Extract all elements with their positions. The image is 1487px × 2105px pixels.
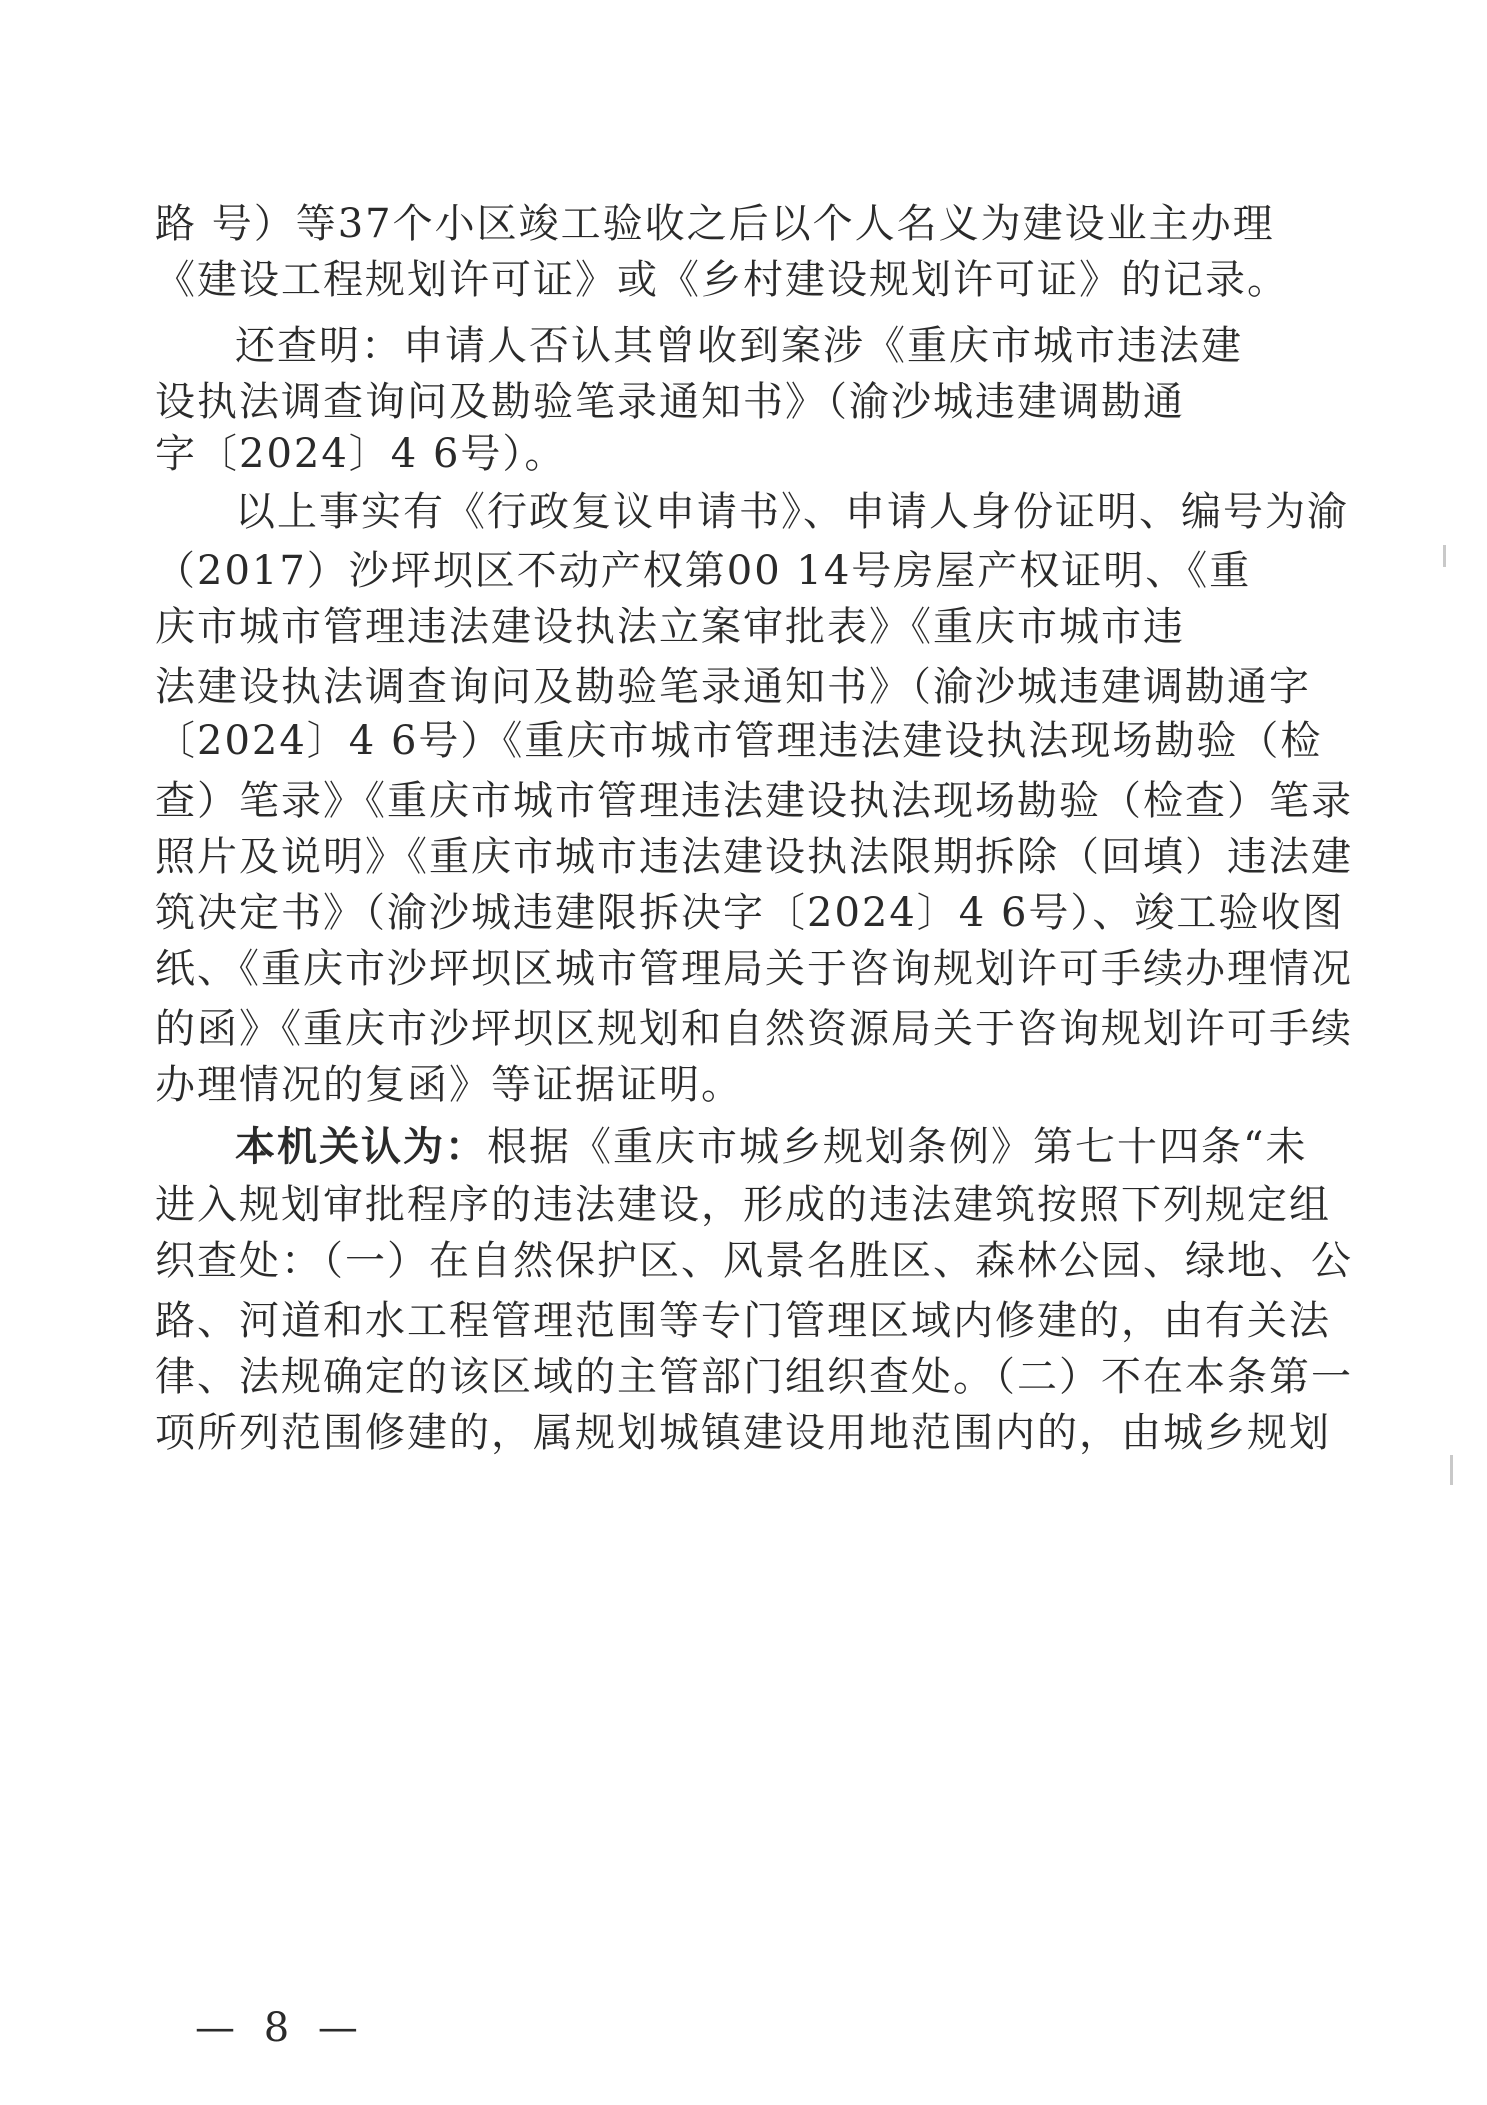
paragraph-start: 以上事实有《行政复议申请书》、申请人身份证明、编号为渝: [235, 489, 1349, 535]
body-line: 法建设执法调查询问及勘验笔录通知书》（渝沙城违建调勘通字: [155, 664, 1311, 710]
body-line: 项所列范围修建的，属规划城镇建设用地范围内的，由城乡规划: [155, 1410, 1331, 1456]
body-line: 字〔2024〕4 6号）。: [155, 431, 567, 477]
page-number: — 8 —: [195, 2005, 366, 2051]
body-line: 进入规划审批程序的违法建设，形成的违法建筑按照下列规定组: [155, 1182, 1331, 1228]
body-line: 路、河道和水工程管理范围等专门管理区域内修建的，由有关法: [155, 1298, 1331, 1344]
body-line: 律、法规确定的该区域的主管部门组织查处。（二）不在本条第一: [155, 1354, 1353, 1400]
body-line: 〔2024〕4 6号）《重庆市城市管理违法建设执法现场勘验（检: [155, 718, 1323, 764]
body-line: 纸、《重庆市沙坪坝区城市管理局关于咨询规划许可手续办理情况: [155, 946, 1353, 992]
conclusion-text: 根据《重庆市城乡规划条例》第七十四条“未: [487, 1124, 1308, 1170]
body-line: 庆市城市管理违法建设执法立案审批表》《重庆市城市违: [155, 604, 1185, 650]
conclusion-first-line: [235, 1119, 1355, 1175]
body-line: 《建设工程规划许可证》或《乡村建设规划许可证》的记录。: [155, 257, 1289, 303]
body-line: 织查处：（一）在自然保护区、风景名胜区、森林公园、绿地、公: [155, 1238, 1353, 1284]
body-line: 办理情况的复函》等证据证明。: [155, 1062, 743, 1108]
body-line: 查）笔录》《重庆市城市管理违法建设执法现场勘验（检查）笔录: [155, 778, 1353, 824]
conclusion-label: 本机关认为：: [235, 1124, 487, 1170]
body-line: （2017）沙坪坝区不动产权第00 14号房屋产权证明、《重: [155, 548, 1252, 594]
scan-mark: [1443, 545, 1446, 567]
body-line: 照片及说明》《重庆市城市违法建设执法限期拆除（回填）违法建: [155, 834, 1353, 880]
body-line: 筑决定书》（渝沙城违建限拆决字〔2024〕4 6号）、竣工验收图: [155, 890, 1345, 936]
body-line: 的函》《重庆市沙坪坝区规划和自然资源局关于咨询规划许可手续: [155, 1006, 1353, 1052]
paragraph-start: 还查明：申请人否认其曾收到案涉《重庆市城市违法建: [235, 323, 1243, 369]
body-line: 设执法调查询问及勘验笔录通知书》（渝沙城违建调勘通: [155, 379, 1185, 425]
scan-mark: [1450, 1455, 1453, 1485]
body-line: 路 号）等37个小区竣工验收之后以个人名义为建设业主办理: [155, 201, 1275, 247]
